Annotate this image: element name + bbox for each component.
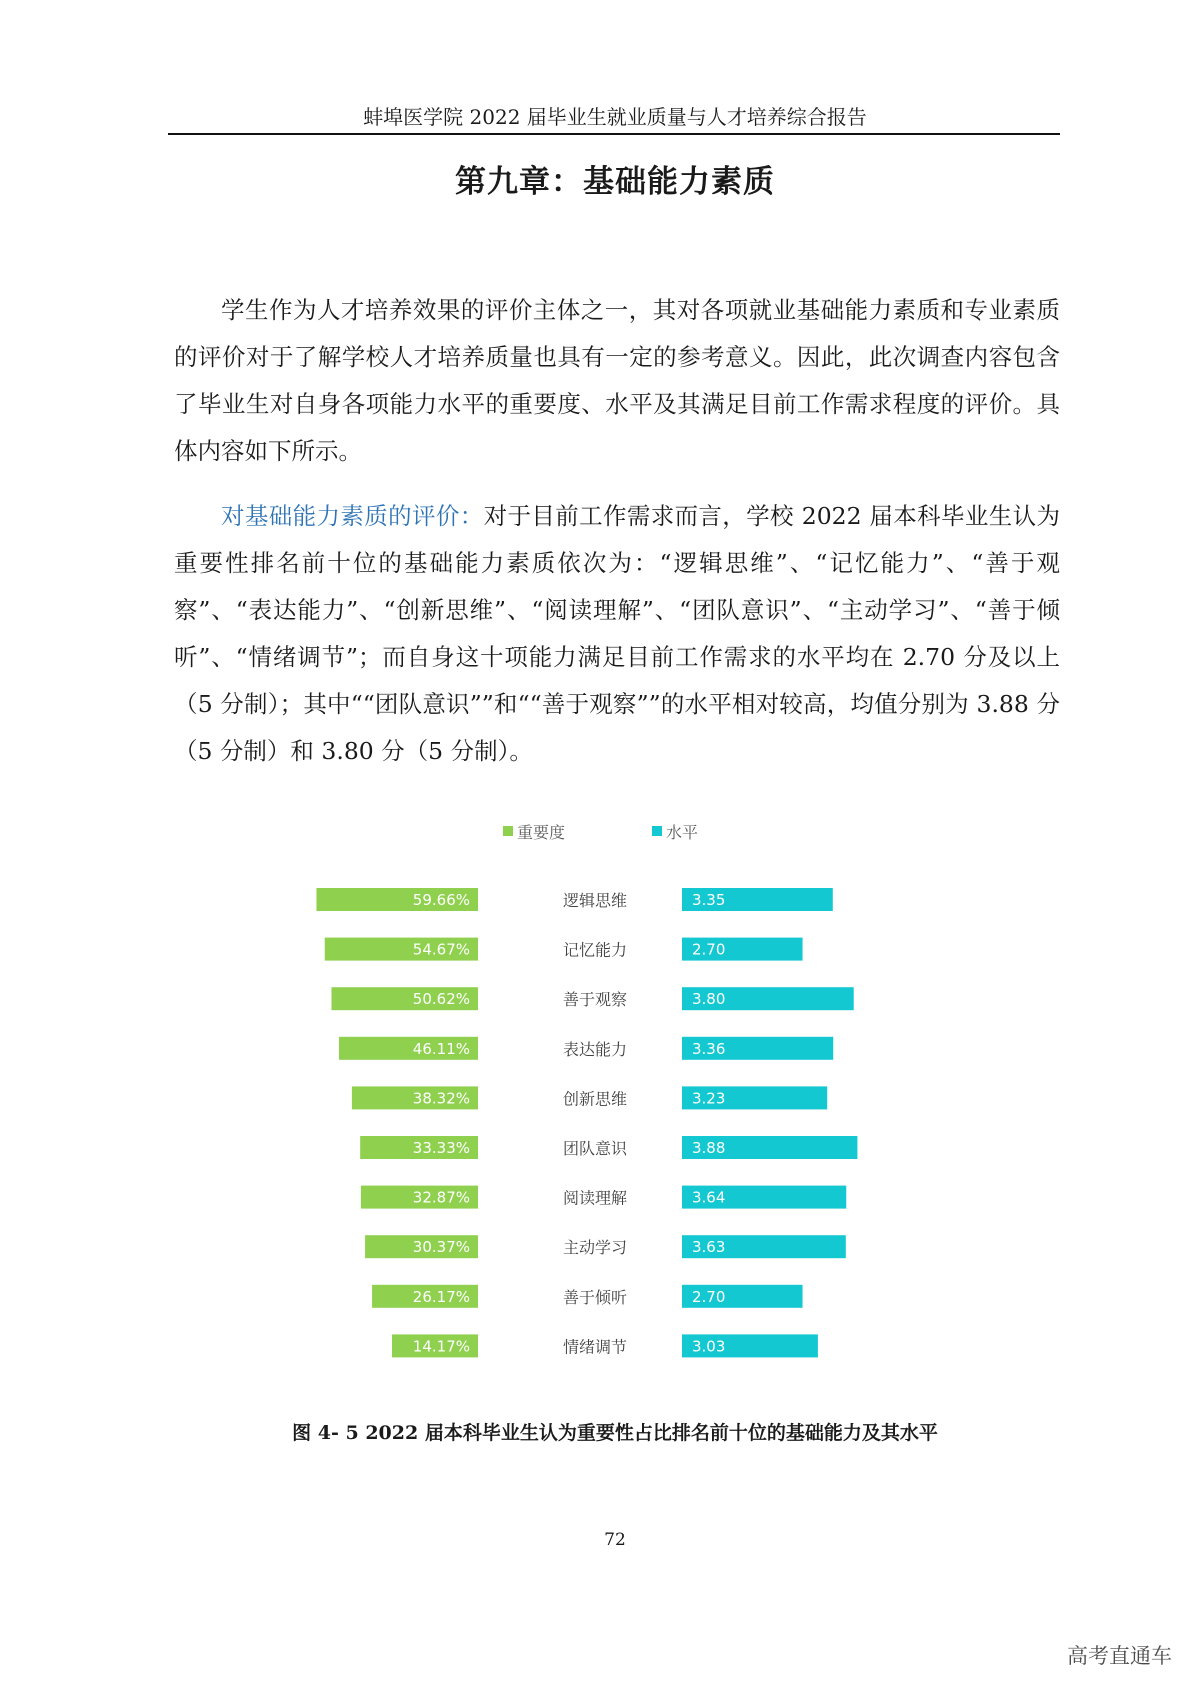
legend-swatch-level <box>652 826 662 836</box>
evaluation-paragraph <box>174 493 1060 775</box>
category-label: 主动学习 <box>562 1238 628 1258</box>
paragraph-body: 对于目前工作需求而言，学校 2022 届本科毕业生认为重要性排名前十位的基础能力素质依次为：“逻辑思维”、“记忆能力”、“善于观察”、“表达能力”、“创新思维”、“阅读理解”、“团队意识”、“主动学习”、“善于倾听”、“情绪调节”；而自身这十项能力满足目前工作需求的水平均在 2.70 分及以上（5 分制）；其中““团队意识””和““善于观察””的水平相对较高，均值分别为 3.88 分（5 分制）和 3.80 分（5 分制）。 <box>174 502 1061 765</box>
legend-item-importance <box>503 820 565 842</box>
level-value-label: 2.70 <box>692 1287 726 1306</box>
level-value-label: 3.03 <box>692 1337 726 1356</box>
category-label: 阅读理解 <box>562 1188 628 1208</box>
page-number: 72 <box>604 1530 626 1550</box>
importance-value-label: 59.66% <box>412 891 470 909</box>
level-value-label: 3.88 <box>692 1139 726 1157</box>
category-label: 表达能力 <box>562 1039 628 1059</box>
category-label: 记忆能力 <box>562 940 628 960</box>
importance-value-label: 46.11% <box>412 1039 470 1058</box>
level-value-label: 2.70 <box>692 940 726 959</box>
importance-value-label: 50.62% <box>412 990 470 1009</box>
level-value-label: 3.23 <box>692 1089 726 1108</box>
paragraph-lead: 对基础能力素质的评价： <box>221 502 484 530</box>
level-value-label: 3.80 <box>692 990 726 1009</box>
figure-caption: 图 4- 5 2022 届本科毕业生认为重要性占比排名前十位的基础能力及其水平 <box>292 1422 938 1444</box>
header-rule <box>168 133 1060 135</box>
legend-item-level <box>652 820 698 842</box>
legend-label-level: 水平 <box>666 822 699 842</box>
importance-value-label: 14.17% <box>412 1337 470 1356</box>
importance-value-label: 33.33% <box>412 1139 470 1157</box>
level-value-label: 3.63 <box>692 1238 726 1257</box>
level-value-label: 3.36 <box>692 1039 726 1058</box>
report-header: 蚌埠医学院 2022 届毕业生就业质量与人才培养综合报告 <box>363 105 867 129</box>
category-label: 情绪调节 <box>562 1337 628 1357</box>
importance-value-label: 32.87% <box>412 1188 470 1207</box>
butterfly-bar-chart <box>0 870 1190 1360</box>
chapter-title: 第九章：基础能力素质 <box>455 164 775 200</box>
importance-value-label: 54.67% <box>412 940 470 959</box>
watermark: 高考直通车 <box>1067 1644 1172 1668</box>
category-label: 团队意识 <box>562 1139 628 1158</box>
intro-paragraph: 学生作为人才培养效果的评价主体之一，其对各项就业基础能力素质和专业素质的评价对于了解学校人才培养质量也具有一定的参考意义。因此，此次调查内容包含了毕业生对自身各项能力水平的重要度、水平及其满足目前工作需求程度的评价。具体内容如下所示。 <box>174 296 1060 465</box>
legend-swatch-importance <box>503 826 513 836</box>
importance-value-label: 26.17% <box>412 1287 470 1306</box>
importance-value-label: 30.37% <box>412 1238 470 1257</box>
category-label: 善于观察 <box>562 990 628 1010</box>
category-label: 创新思维 <box>562 1089 628 1109</box>
legend-label-importance: 重要度 <box>517 822 566 842</box>
importance-value-label: 38.32% <box>412 1089 470 1108</box>
level-value-label: 3.35 <box>692 891 726 909</box>
category-label: 逻辑思维 <box>562 891 628 910</box>
level-value-label: 3.64 <box>692 1188 726 1207</box>
category-label: 善于倾听 <box>562 1287 628 1307</box>
